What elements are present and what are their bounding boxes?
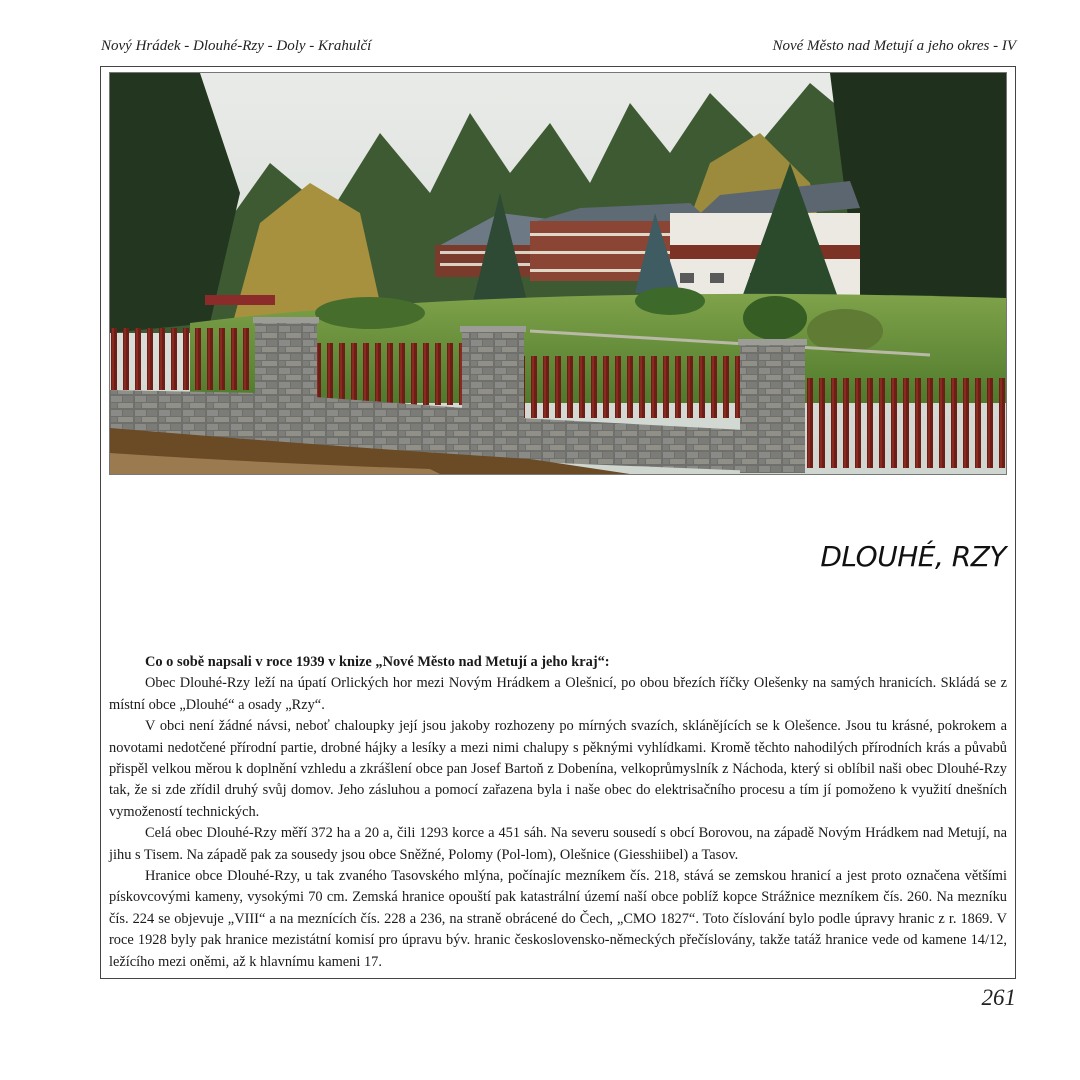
running-head-left: Nový Hrádek - Dlouhé-Rzy - Doly - Krahulčí bbox=[101, 38, 372, 54]
paragraph: V obci není žádné návsi, neboť chaloupky její jsou jakoby rozhozeny po mírných svazích, sklánějících se k Olešence. Jsou tu krásné, pokrokem a novotami nedotčené přírodní partie, drobné hájky a lesíky a mezi nimi chalupy s pěknými vyhlídkami. Kromě těchto nahodilých přírodních krás a půvabů přispěl velkou měrou k doplnění vzhledu a zkrášlení obce pan Josef Bartoň z Dobenína, velkoprůmyslník z Náchoda, který si oblíbil naši obec Dlouhé-Rzy tak, že si zde zřídil druhý svůj domov. Jeho zásluhou a pomocí zařazena byla i naše obec do elektrisačního procesu a tím jí pomoženo k využití dnešních vymožeností technických. bbox=[109, 718, 1007, 820]
paragraph: Celá obec Dlouhé-Rzy měří 372 ha a 20 a, čili 1293 korce a 451 sáh. Na severu sousedí s obcí Borovou, na západě Novým Hrádkem nad Metují, na jihu s Tisem. Na západě pak za sousedy jsou obce Sněžné, Polomy (Pol-lom), Olešnice (Giesshiibel) a Tasov. bbox=[109, 825, 1007, 863]
lead-paragraph: Co o sobě napsali v roce 1939 v knize „Nové Město nad Metují a jeho kraj“: bbox=[145, 654, 610, 670]
body-text bbox=[109, 652, 1007, 973]
chapter-title: DLOUHÉ, RZY bbox=[820, 540, 1006, 573]
running-head-right: Nové Město nad Metují a jeho okres - IV bbox=[772, 38, 1016, 54]
photo-village-houses-fence bbox=[109, 72, 1007, 475]
paragraph: Obec Dlouhé-Rzy leží na úpatí Orlických hor mezi Novým Hrádkem a Olešnicí, po obou březích říčky Olešenky na samých hranicích. Skládá se z místní obce „Dlouhé“ a osady „Rzy“. bbox=[109, 675, 1007, 713]
paragraph: Hranice obce Dlouhé-Rzy, u tak zvaného Tasovského mlýna, počínajíc mezníkem čís. 218, stává se zemskou hranicí a jest proto označena většími pískovcovými kameny, vysokými 70 cm. Zemská hranice opouští pak katastrální území naší obce poblíž kopce Strážnice mezníkem čís. 260. Na mezníku čís. 224 se objevuje „VIII“ a na meznících čís. 228 a 236, na straně obrácené do Čech, „CMO 1827“. Toto číslování bylo podle úpravy hranic z r. 1869. V roce 1928 byly pak hranice mezistátní komisí pro úpravu býv. hranic československo-německých přečíslovány, takže tatáž hranice vede od kamene 14/12, ležícího mezi oněmi, až k hlavnímu kameni 17. bbox=[109, 868, 1007, 970]
page-number: 261 bbox=[981, 985, 1016, 1010]
photo-illustration bbox=[110, 73, 1006, 474]
